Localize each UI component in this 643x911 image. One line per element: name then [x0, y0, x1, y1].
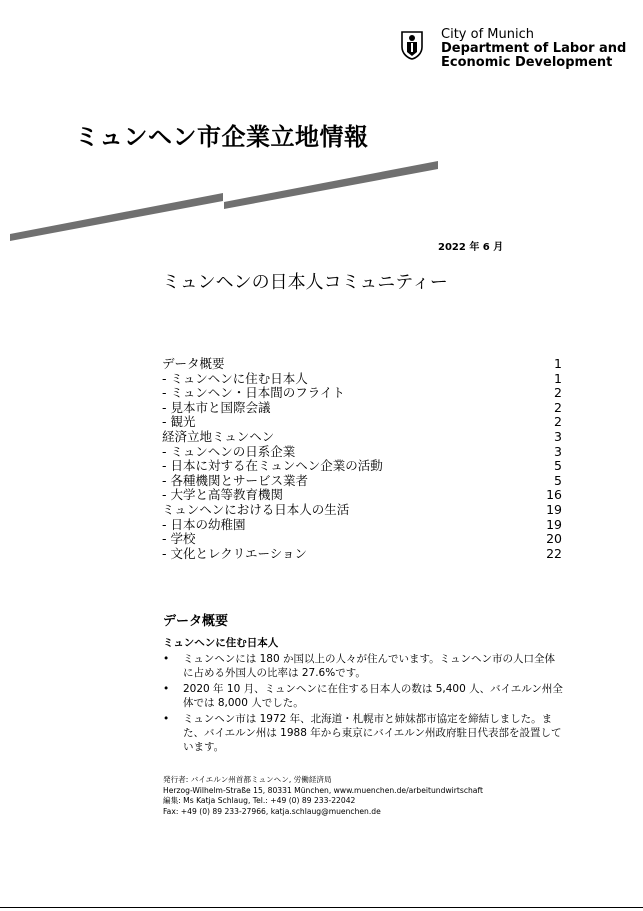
toc-row[interactable]: [162, 503, 562, 518]
toc-label: - 文化とレクリエーション: [162, 545, 307, 561]
org-department-line2: Economic Development: [441, 55, 613, 70]
list-item: [163, 683, 563, 710]
toc-page: 22: [546, 545, 562, 561]
toc-label: - ミュンヘンに住む日本人: [162, 370, 308, 386]
toc-page: 2: [554, 385, 562, 401]
toc-label: - 各種機関とサービス業者: [162, 472, 308, 488]
toc-label: - 日本の幼稚園: [162, 516, 246, 532]
toc-page: 3: [554, 443, 562, 459]
toc-row[interactable]: [162, 386, 562, 401]
toc-page: 20: [546, 531, 562, 547]
toc-page: 5: [554, 458, 562, 474]
bottom-divider: [0, 907, 643, 908]
bullet-text: 2020 年 10 月、ミュンヘンに在住する日本人の数は 5,400 人、バイエルン州全体では 8,000 人でした。: [183, 683, 563, 709]
list-item: [163, 653, 563, 680]
toc-row[interactable]: [162, 547, 562, 562]
toc-row[interactable]: [162, 430, 562, 445]
toc-page: 1: [554, 370, 562, 386]
table-of-contents: [162, 357, 562, 561]
toc-page: 16: [546, 487, 562, 503]
toc-label: データ概要: [162, 356, 225, 371]
toc-row[interactable]: [162, 401, 562, 416]
org-city-name: City of Munich: [441, 27, 534, 42]
address-line: Herzog-Wilhelm-Straße 15, 80331 München, www.muenchen.de/arbeitundwirtschaft: [163, 785, 483, 795]
toc-page: 1: [554, 356, 562, 371]
toc-page: 5: [554, 472, 562, 488]
org-department-line1: Department of Labor and: [441, 41, 627, 56]
publisher-line: 発行者: バイエルン州首都ミュンヘン, 労働経済局: [163, 775, 332, 784]
document-title: ミュンヘン市企業立地情報: [75, 123, 369, 151]
section-subheading: ミュンヘンに住む日本人: [163, 637, 279, 649]
munich-coat-of-arms-icon: [400, 30, 424, 60]
toc-label: - 見本市と国際会議: [162, 399, 271, 415]
toc-page: 2: [554, 399, 562, 415]
section-heading: データ概要: [163, 614, 229, 629]
toc-row[interactable]: [162, 474, 562, 489]
toc-page: 19: [546, 516, 562, 532]
toc-page: 2: [554, 414, 562, 430]
toc-row[interactable]: [162, 415, 562, 430]
bullet-icon: •: [163, 683, 170, 696]
decorative-stripes: [0, 150, 643, 250]
toc-label: - ミュンヘン・日本間のフライト: [162, 385, 345, 401]
document-subtitle: ミュンヘンの日本人コミュニティー: [162, 272, 448, 293]
toc-label: - ミュンヘンの日系企業: [162, 443, 296, 459]
toc-row[interactable]: [162, 518, 562, 533]
toc-label: - 大学と高等教育機関: [162, 487, 283, 503]
toc-label: - 観光: [162, 414, 196, 430]
toc-row[interactable]: [162, 372, 562, 387]
toc-row[interactable]: [162, 445, 562, 460]
list-item: [163, 713, 563, 754]
toc-page: 19: [546, 501, 562, 517]
toc-label: ミュンヘンにおける日本人の生活: [162, 501, 350, 517]
toc-page: 3: [554, 428, 562, 444]
bullet-text: ミュンヘンには 180 か国以上の人々が住んでいます。ミュンヘン市の人口全体に占める外国人の比率は 27.6%です。: [183, 653, 555, 679]
bullet-icon: •: [163, 713, 170, 726]
toc-label: 経済立地ミュンヘン: [162, 428, 275, 444]
publisher-info: [163, 775, 483, 817]
bullet-list: [163, 653, 563, 757]
bullet-text: ミュンヘン市は 1972 年、北海道・札幌市と姉妹都市協定を締結しました。また、バイエルン州は 1988 年から東京にバイエルン州政府駐日代表部を設置しています。: [183, 713, 562, 753]
fax-email-line: Fax: +49 (0) 89 233-27966, katja.schlaug@muenchen.de: [163, 806, 381, 816]
toc-label: - 学校: [162, 531, 196, 547]
toc-label: - 日本に対する在ミュンヘン企業の活動: [162, 458, 383, 474]
toc-row[interactable]: [162, 459, 562, 474]
bullet-icon: •: [163, 653, 170, 665]
toc-row[interactable]: [162, 357, 562, 372]
toc-row[interactable]: [162, 488, 562, 503]
toc-row[interactable]: [162, 532, 562, 547]
publication-date: 2022 年 6 月: [438, 242, 504, 253]
editor-line: 編集: Ms Katja Schlaug, Tel.: +49 (0) 89 233-22042: [163, 796, 356, 806]
